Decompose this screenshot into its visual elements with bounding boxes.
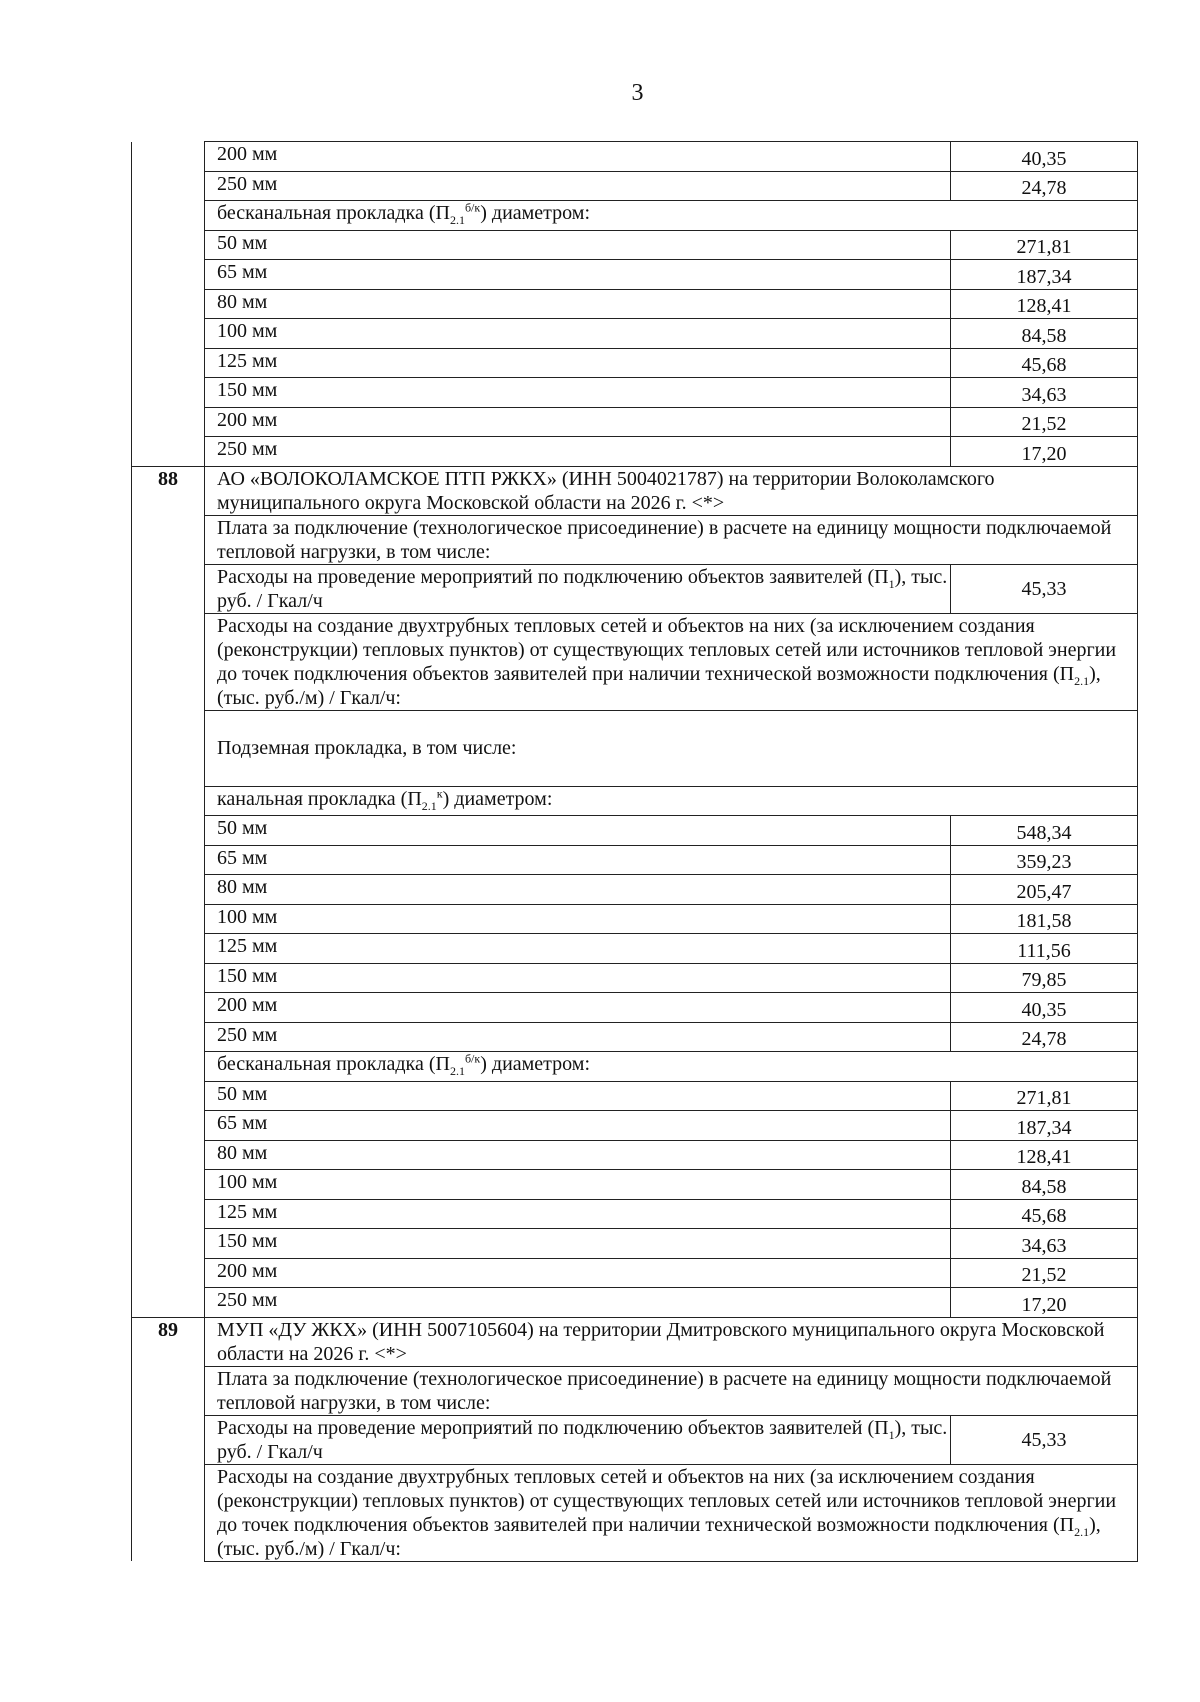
number-cell	[132, 845, 205, 875]
table-row	[132, 1199, 1138, 1229]
table-row	[132, 348, 1138, 378]
tariff-table	[131, 141, 1138, 1562]
diameter-label: 50 мм	[205, 816, 951, 846]
diameter-label: 100 мм	[205, 1170, 951, 1200]
number-cell	[132, 875, 205, 905]
number-cell	[132, 710, 205, 786]
table-row	[132, 1366, 1138, 1415]
table-row	[132, 786, 1138, 816]
table-row	[132, 230, 1138, 260]
table-row	[132, 260, 1138, 290]
diameter-label: 125 мм	[205, 934, 951, 964]
p21-label: Расходы на создание двухтрубных тепловых сетей и объектов на них (за исключением создания (реконструкции) тепловых пунктов) от существующих тепловых сетей или источников тепловой энергии до точек подключения объектов заявителей при наличии технической возможности подключения $(П_{2.1})$, (тыс. руб./м) / Гкал/ч:	[205, 613, 1138, 710]
p1-label: Расходы на проведение мероприятий по подключению объектов заявителей $(П_1)$, тыс. руб. / Гкал/ч	[205, 564, 951, 613]
beskanal-label: бесканальная прокладка $(П_{2.1}^{б/к})$ диаметром:	[205, 1052, 1138, 1082]
table-row	[132, 904, 1138, 934]
number-cell	[132, 319, 205, 349]
tariff-value: 34,63	[951, 378, 1138, 408]
number-cell	[132, 1366, 205, 1415]
number-cell	[132, 1022, 205, 1052]
table-row	[132, 319, 1138, 349]
number-cell	[132, 1288, 205, 1318]
number-cell	[132, 230, 205, 260]
table-row	[132, 437, 1138, 467]
entry-number: 89	[132, 1317, 205, 1366]
organization-name: АО «ВОЛОКОЛАМСКОЕ ПТП РЖКХ» (ИНН 5004021787) на территории Волоколамского муниципального округа Московской области на 2026 г. <*>	[205, 466, 1138, 515]
diameter-label: 250 мм	[205, 171, 951, 201]
tariff-value: 24,78	[951, 1022, 1138, 1052]
tariff-value: 128,41	[951, 289, 1138, 319]
diameter-label: 125 мм	[205, 1199, 951, 1229]
diameter-label: 150 мм	[205, 963, 951, 993]
table-row	[132, 201, 1138, 231]
p1-value: 45,33	[951, 1415, 1138, 1464]
number-cell	[132, 934, 205, 964]
p1-value: 45,33	[951, 564, 1138, 613]
table-row	[132, 1288, 1138, 1318]
number-cell	[132, 816, 205, 846]
diameter-label: 80 мм	[205, 1140, 951, 1170]
table-row	[132, 875, 1138, 905]
table-row	[132, 1052, 1138, 1082]
tariff-value: 271,81	[951, 1081, 1138, 1111]
tariff-value: 548,34	[951, 816, 1138, 846]
table-row	[132, 1111, 1138, 1141]
tariff-value: 181,58	[951, 904, 1138, 934]
diameter-label: 200 мм	[205, 1258, 951, 1288]
table-row	[132, 963, 1138, 993]
diameter-label: 50 мм	[205, 1081, 951, 1111]
tariff-value: 17,20	[951, 1288, 1138, 1318]
diameter-label: 100 мм	[205, 904, 951, 934]
diameter-label: 80 мм	[205, 875, 951, 905]
table-row	[132, 1022, 1138, 1052]
diameter-label: 100 мм	[205, 319, 951, 349]
tariff-value: 271,81	[951, 230, 1138, 260]
tariff-value: 79,85	[951, 963, 1138, 993]
diameter-label: 200 мм	[205, 993, 951, 1023]
tariff-value: 34,63	[951, 1229, 1138, 1259]
diameter-label: 250 мм	[205, 437, 951, 467]
table-row	[132, 407, 1138, 437]
tariff-value: 205,47	[951, 875, 1138, 905]
tariff-value: 111,56	[951, 934, 1138, 964]
diameter-label: 65 мм	[205, 1111, 951, 1141]
tariff-value: 187,34	[951, 260, 1138, 290]
p21-label: Расходы на создание двухтрубных тепловых сетей и объектов на них (за исключением создания (реконструкции) тепловых пунктов) от существующих тепловых сетей или источников тепловой энергии до точек подключения объектов заявителей при наличии технической возможности подключения $(П_{2.1})$, (тыс. руб./м) / Гкал/ч:	[205, 1464, 1138, 1561]
number-cell	[132, 904, 205, 934]
diameter-label: 200 мм	[205, 142, 951, 172]
tariff-value: 17,20	[951, 437, 1138, 467]
number-cell	[132, 564, 205, 613]
tariff-value: 84,58	[951, 319, 1138, 349]
table-row	[132, 613, 1138, 710]
tariff-value: 45,68	[951, 1199, 1138, 1229]
number-cell	[132, 1415, 205, 1464]
tariff-value: 84,58	[951, 1170, 1138, 1200]
table-row	[132, 710, 1138, 786]
diameter-label: 250 мм	[205, 1288, 951, 1318]
tariff-value: 24,78	[951, 171, 1138, 201]
number-cell	[132, 378, 205, 408]
p1-label: Расходы на проведение мероприятий по подключению объектов заявителей $(П_1)$, тыс. руб. / Гкал/ч	[205, 1415, 951, 1464]
tariff-value: 187,34	[951, 1111, 1138, 1141]
number-cell	[132, 993, 205, 1023]
diameter-label: 50 мм	[205, 230, 951, 260]
number-cell	[132, 171, 205, 201]
page-number: 3	[631, 80, 644, 106]
tariff-value: 40,35	[951, 993, 1138, 1023]
diameter-label: 65 мм	[205, 260, 951, 290]
tariff-value: 128,41	[951, 1140, 1138, 1170]
number-cell	[132, 1199, 205, 1229]
fee-heading: Плата за подключение (технологическое присоединение) в расчете на единицу мощности подключаемой тепловой нагрузки, в том числе:	[205, 515, 1138, 564]
table-row	[132, 1140, 1138, 1170]
number-cell	[132, 1111, 205, 1141]
underground-heading: Подземная прокладка, в том числе:	[205, 710, 1138, 786]
diameter-label: 125 мм	[205, 348, 951, 378]
diameter-label: 150 мм	[205, 1229, 951, 1259]
tariff-value: 21,52	[951, 407, 1138, 437]
table-row	[132, 378, 1138, 408]
number-cell	[132, 1170, 205, 1200]
number-cell	[132, 289, 205, 319]
number-cell	[132, 407, 205, 437]
table-row	[132, 142, 1138, 172]
organization-name: МУП «ДУ ЖКХ» (ИНН 5007105604) на территории Дмитровского муниципального округа Московской области на 2026 г. <*>	[205, 1317, 1138, 1366]
table-row	[132, 564, 1138, 613]
number-cell	[132, 1081, 205, 1111]
table-row	[132, 466, 1138, 515]
tariff-value: 45,68	[951, 348, 1138, 378]
number-cell	[132, 1229, 205, 1259]
table-row	[132, 1081, 1138, 1111]
table-row	[132, 515, 1138, 564]
kanal-label: канальная прокладка $(П_{2.1}^к)$ диаметром:	[205, 786, 1138, 816]
table-row	[132, 1258, 1138, 1288]
fee-heading: Плата за подключение (технологическое присоединение) в расчете на единицу мощности подключаемой тепловой нагрузки, в том числе:	[205, 1366, 1138, 1415]
beskanal-label: бесканальная прокладка $(П_{2.1}^{б/к})$ диаметром:	[205, 201, 1138, 231]
number-cell	[132, 963, 205, 993]
tariff-value: 21,52	[951, 1258, 1138, 1288]
diameter-label: 65 мм	[205, 845, 951, 875]
number-cell	[132, 515, 205, 564]
number-cell	[132, 1464, 205, 1561]
table-row	[132, 171, 1138, 201]
table-row	[132, 289, 1138, 319]
tariff-value: 40,35	[951, 142, 1138, 172]
diameter-label: 80 мм	[205, 289, 951, 319]
diameter-label: 250 мм	[205, 1022, 951, 1052]
number-cell	[132, 1140, 205, 1170]
table-row	[132, 1415, 1138, 1464]
number-cell	[132, 201, 205, 231]
table-row	[132, 1170, 1138, 1200]
table-row	[132, 993, 1138, 1023]
tariff-value: 359,23	[951, 845, 1138, 875]
table-row	[132, 816, 1138, 846]
number-cell	[132, 1258, 205, 1288]
table-row	[132, 1317, 1138, 1366]
diameter-label: 150 мм	[205, 378, 951, 408]
table-row	[132, 845, 1138, 875]
number-cell	[132, 348, 205, 378]
number-cell	[132, 142, 205, 172]
number-cell	[132, 786, 205, 816]
number-cell	[132, 1052, 205, 1082]
number-cell	[132, 613, 205, 710]
entry-number: 88	[132, 466, 205, 515]
table-row	[132, 934, 1138, 964]
table-row	[132, 1464, 1138, 1561]
number-cell	[132, 437, 205, 467]
number-cell	[132, 260, 205, 290]
table-row	[132, 1229, 1138, 1259]
diameter-label: 200 мм	[205, 407, 951, 437]
